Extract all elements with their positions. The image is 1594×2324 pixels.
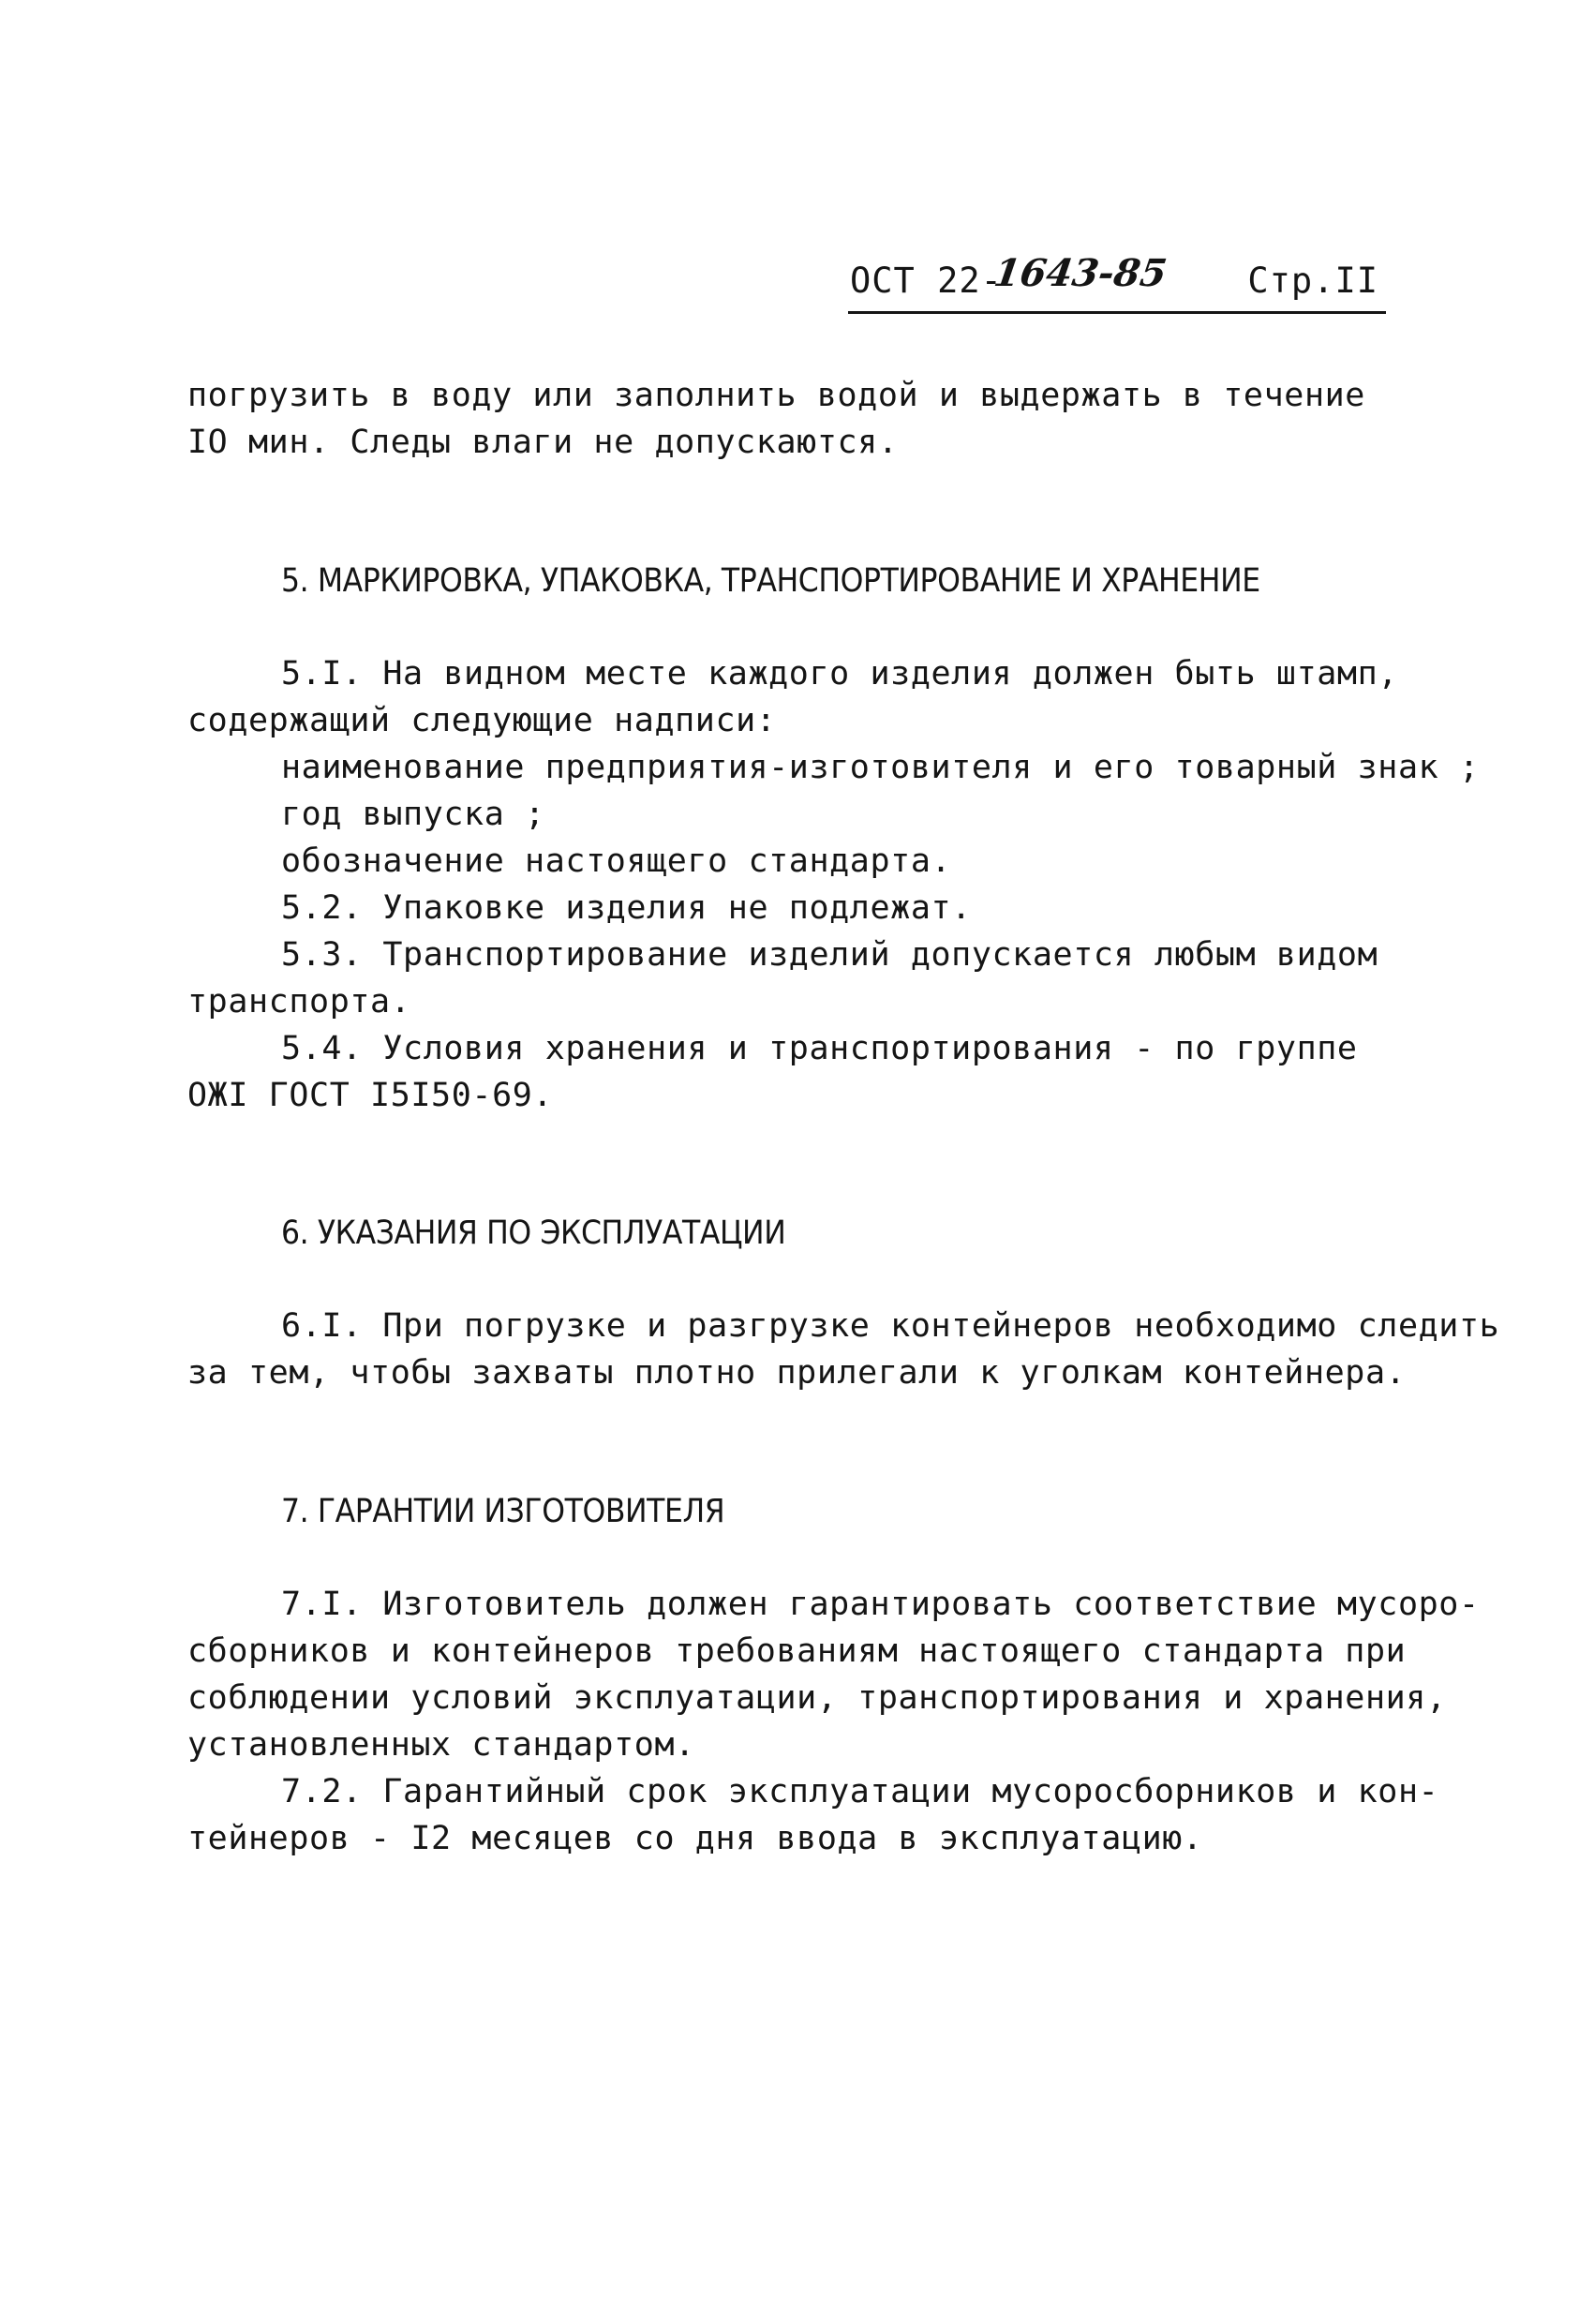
section-5-1-cont: содержащий следующие надписи: [187,702,777,739]
section-5-4: 5.4. Условия хранения и транспортирования - по группе [281,1030,1358,1067]
section-5-4-cont: ОЖI ГОСТ I5I50-69. [187,1077,554,1114]
section-5-1-item-2: год выпуска ; [281,796,545,833]
page-number: Стр.II [1247,261,1378,301]
section-6-heading: 6. УКАЗАНИЯ ПО ЭКСПЛУАТАЦИИ [281,1214,786,1252]
section-7-2: 7.2. Гарантийный срок эксплуатации мусоросборников и кон- [281,1773,1439,1810]
page-header [848,251,1386,314]
section-5-3: 5.3. Транспортирование изделий допускается любым видом [281,936,1378,974]
section-7-heading: 7. ГАРАНТИИ ИЗГОТОВИТЕЛЯ [281,1493,725,1530]
section-7-1-cont-1: сборников и контейнеров требованиям настоящего стандарта при [187,1632,1407,1670]
section-7-1: 7.I. Изготовитель должен гарантировать соответствие мусоро- [281,1586,1480,1623]
section-5-heading: 5. МАРКИРОВКА, УПАКОВКА, ТРАНСПОРТИРОВАНИЕ И ХРАНЕНИЕ [281,562,1260,600]
section-7-2-cont: тейнеров - I2 месяцев со дня ввода в эксплуатацию. [187,1820,1203,1857]
section-6-1-cont: за тем, чтобы захваты плотно прилегали к уголкам контейнера. [187,1354,1407,1392]
section-5-1: 5.I. На видном месте каждого изделия должен быть штамп, [281,655,1398,693]
section-6-1: 6.I. При погрузке и разгрузке контейнеров необходимо следить [281,1307,1500,1345]
section-7-1-cont-2: соблюдении условий эксплуатации, транспортирования и хранения, [187,1679,1447,1717]
section-5-1-item-1: наименование предприятия-изготовителя и его товарный знак ; [281,749,1480,786]
section-7-1-cont-3: установленных стандартом. [187,1726,695,1764]
section-5-2: 5.2. Упаковке изделия не подлежат. [281,889,972,927]
doc-code-handwritten: 1643-85 [991,251,1169,295]
section-5-3-cont: транспорта. [187,983,411,1020]
intro-line-2: IO мин. Следы влаги не допускаются. [187,424,899,461]
section-5-1-item-3: обозначение настоящего стандарта. [281,842,952,880]
doc-code-printed: ОСТ 22- [850,261,1003,301]
intro-line-1: погрузить в воду или заполнить водой и выдержать в течение [187,377,1365,414]
